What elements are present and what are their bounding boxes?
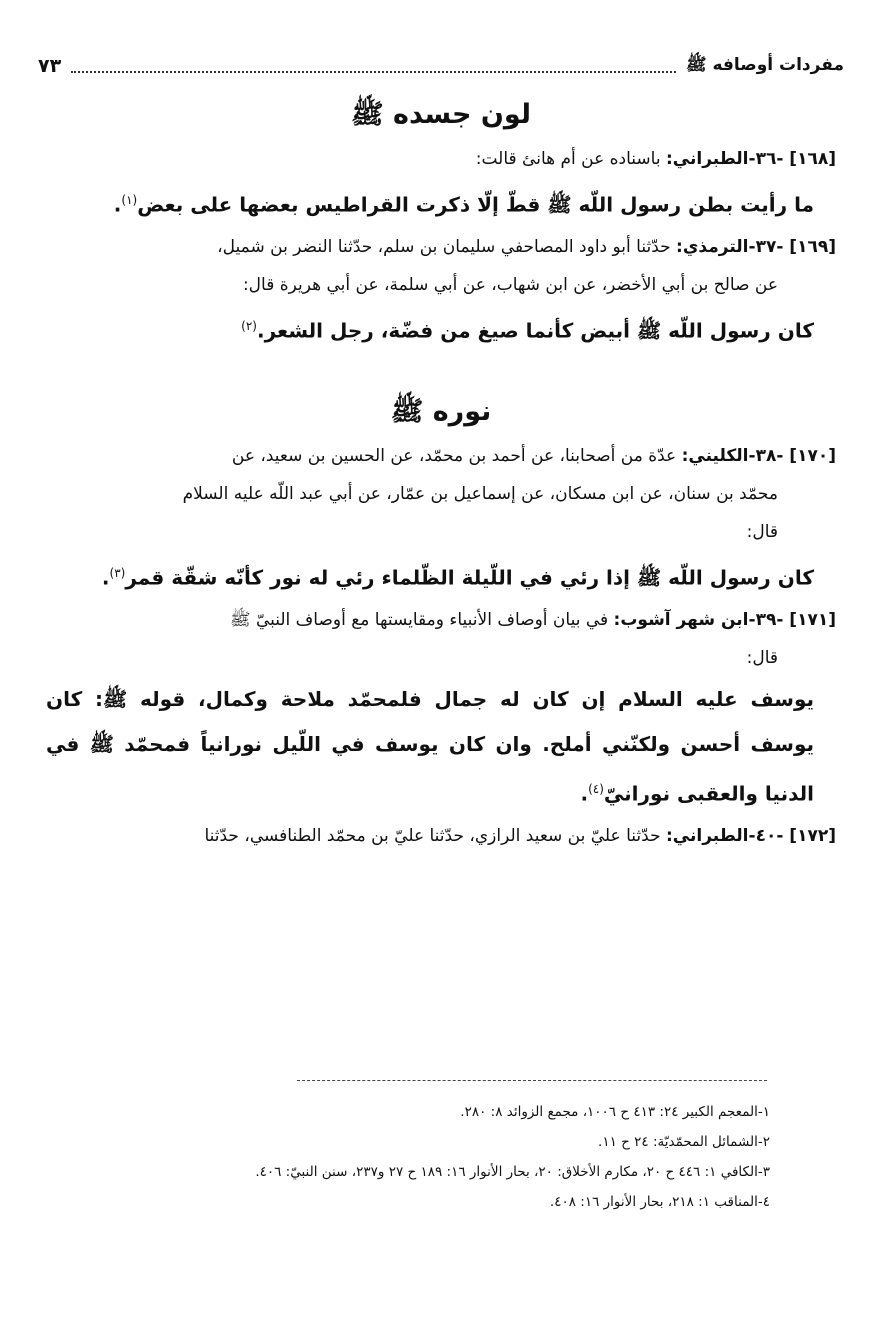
reference-text: حدّثنا أبو داود المصاحفي سليمان بن سلم، حدّثنا النضر بن شميل، <box>217 236 671 257</box>
hadith-quote: ما رأيت بطن رسول اللّه ﷺ قطّ إلّا ذكرت القراطيس بعضها على بعض <box>137 192 814 217</box>
reference-label: [١٦٩] -٣٧-الترمذي: <box>676 236 836 257</box>
reference-text: باسناده عن أم هانئ قالت: <box>475 149 661 169</box>
running-header <box>38 48 844 84</box>
footnotes <box>46 1097 836 1217</box>
footnote-marker: (٤) <box>588 781 604 796</box>
hadith-text-170: كان رسول اللّه ﷺ إذا رئي في اللّيلة الظّلماء رئي له نور كأنّه شقّة قمر$^{(٣)}$. <box>101 565 814 590</box>
reference-172 <box>46 817 836 855</box>
reference-text: في بيان أوصاف الأنبياء ومقايستها مع أوصاف النبيّ ﷺ <box>230 609 609 630</box>
section-heading-body-color: لون جسده ﷺ <box>351 99 531 130</box>
hadith-text-168: ما رأيت بطن رسول اللّه ﷺ قطّ إلّا ذكرت القراطيس بعضها على بعض$^{(١)}$. <box>113 192 814 217</box>
reference-text: عدّة من أصحابنا، عن أحمد بن محمّد، عن الحسين بن سعيد، عن <box>231 446 677 467</box>
footnote-1: ١-المعجم الكبير ٢٤: ٤١٣ ح ١٠٠٦، مجمع الزوائد ٨: ٢٨٠. <box>460 1104 770 1120</box>
footnote-divider <box>297 1080 767 1081</box>
footnote-marker: (١) <box>121 193 138 207</box>
main-text <box>46 88 836 855</box>
hadith-quote: يوسف عليه السلام إن كان له جمال فلمحمّد ملاحة وكمال، قوله ﷺ: كان يوسف أحسن ولكنّني أملح. وان كان يوسف في اللّيل نورانياً فمحمّد ﷺ في الدنيا والعقبى نورانيّ <box>46 686 814 806</box>
reference-continuation: محمّد بن سنان، عن ابن مسكان، عن إسماعيل بن عمّار، عن أبي عبد اللّه عليه السلام <box>182 484 778 505</box>
reference-171 <box>46 601 836 639</box>
reference-label: [١٧٢] -٤٠-الطبراني: <box>666 825 836 846</box>
reference-label: [١٧١] -٣٩-ابن شهر آشوب: <box>613 609 836 630</box>
hadith-quote: كان رسول اللّه ﷺ أبيض كأنما صيغ من فضّة، رجل الشعر. <box>256 318 814 343</box>
footnote-marker: (٣) <box>109 566 126 581</box>
footnote-3: ٣-الكافي ١: ٤٤٦ ح ٢٠، مكارم الأخلاق: ٢٠، بحار الأنوار ١٦: ١٨٩ ح ٢٧ و٢٣٧، سنن النبيّ: ٤٠٦. <box>255 1164 770 1180</box>
page-number: ٧٣ <box>38 55 62 77</box>
hadith-text-169 <box>46 304 836 354</box>
footnote-2: ٢-الشمائل المحمّديّة: ٢٤ ح ١١. <box>598 1134 770 1150</box>
reference-label: [١٧٠] -٣٨-الكليني: <box>681 446 836 467</box>
footnote-4: ٤-المناقب ١: ٢١٨، بحار الأنوار ١٦: ٤٠٨. <box>549 1194 770 1210</box>
hadith-text-171: يوسف عليه السلام إن كان له جمال فلمحمّد ملاحة وكمال، قوله ﷺ: كان يوسف أحسن ولكنّني أملح. وان كان يوسف في اللّيل نورانياً فمحمّد ﷺ في الدنيا والعقبى نورانيّ$^{(٤)}$. <box>46 686 814 806</box>
footnote-marker: (٢) <box>241 318 257 333</box>
reference-text: حدّثنا عليّ بن سعيد الرازي، حدّثنا عليّ بن محمّد الطنافسي، حدّثنا <box>204 825 661 846</box>
reference-continuation: عن صالح بن أبي الأخضر، عن ابن شهاب، عن أبي سلمة، عن أبي هريرة قال: <box>242 274 778 295</box>
reference-label: [١٦٨] -٣٦-الطبراني: <box>666 149 836 169</box>
hadith-quote: كان رسول اللّه ﷺ إذا رئي في اللّيلة الظّلماء رئي له نور كأنّه شقّة قمر <box>125 565 814 590</box>
reference-170 <box>46 437 836 475</box>
reference-continuation: قال: <box>746 647 778 668</box>
header-dot-leader <box>71 71 676 73</box>
running-title: مفردات أوصافه ﷺ <box>686 54 844 75</box>
reference-169 <box>46 228 836 266</box>
reference-168 <box>46 140 836 178</box>
section-heading-light: نوره ﷺ <box>390 396 492 428</box>
reference-continuation: قال: <box>746 522 778 543</box>
